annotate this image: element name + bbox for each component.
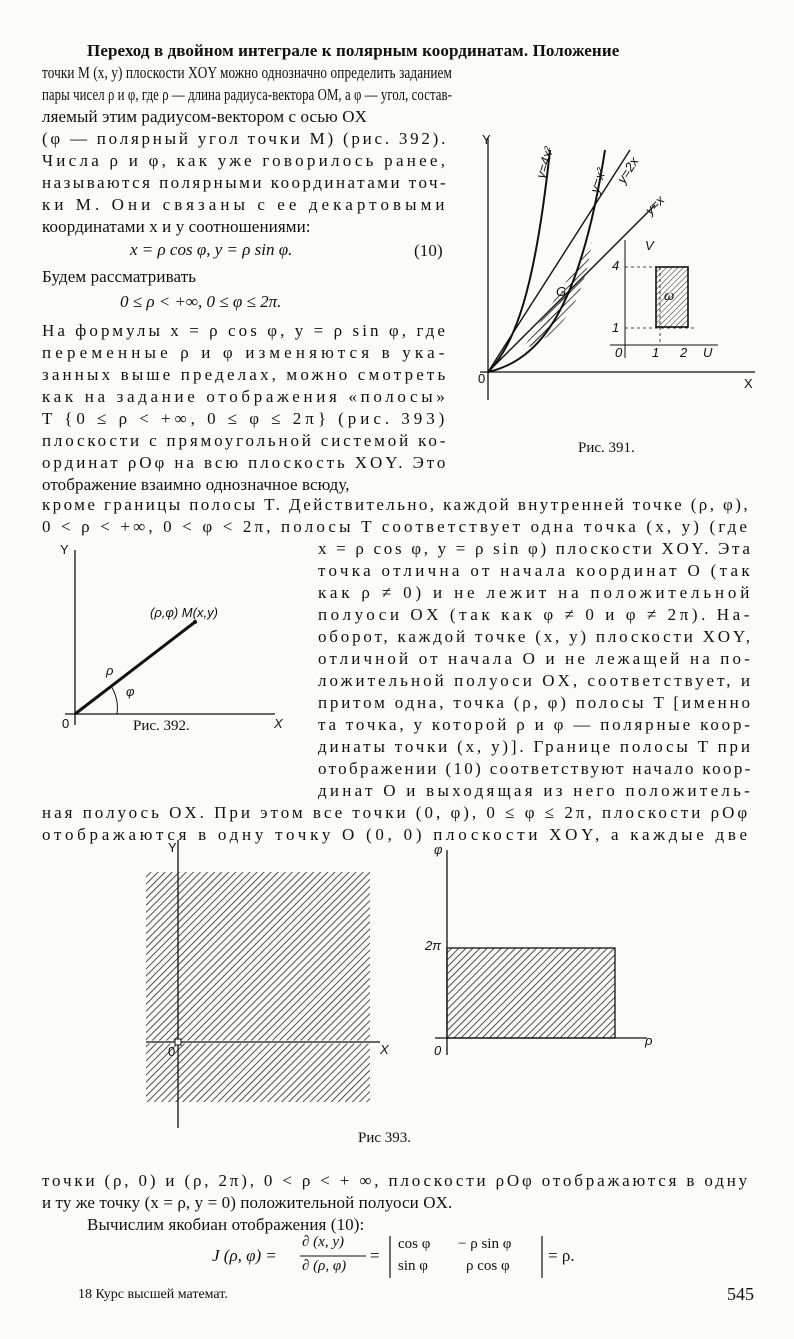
equation-number: (10) — [414, 241, 443, 260]
origin-label: 0 — [168, 1044, 176, 1059]
text-line: T {0 ≤ ρ < +∞, 0 ≤ φ ≤ 2π} (рис. 393) — [42, 409, 449, 428]
text-line: точки (ρ, 0) и (ρ, 2π), 0 < ρ < + ∞, плоскости ρOφ отображаются в одну — [42, 1171, 750, 1190]
text-line: 0 < ρ < +∞, 0 < φ < 2π, полосы T соответствует одна точка (x, y) (где — [42, 517, 751, 536]
text-line: та точка, у которой ρ и φ — полярные коор- — [318, 715, 753, 734]
figure-caption: Рис 393. — [358, 1130, 412, 1146]
figure-caption: Рис. 391. — [578, 440, 635, 456]
text-line: переменные ρ и φ изменяются в ука- — [42, 343, 449, 362]
figure-393-left-graphic — [140, 840, 400, 1130]
text-line: и ту же точку (x = ρ, y = 0) положительной полуоси OX. — [42, 1193, 453, 1212]
text-line: ная полуось OX. При этом все точки (0, φ), 0 ≤ φ ≤ 2π, плоскости ρOφ — [42, 803, 751, 822]
jacobian-rhs: = ρ. — [548, 1246, 575, 1265]
jacobian-denominator: ∂ (ρ, φ) — [302, 1258, 347, 1274]
figure-392-graphic — [55, 540, 305, 740]
footer-signature: 18 Курс высшей математ. — [78, 1287, 228, 1302]
equals-sign: = — [370, 1246, 380, 1265]
text-line: ординат ρOφ на всю плоскость XOY. Это — [42, 453, 449, 472]
inset-v-label: V — [645, 238, 654, 253]
text-line: занных выше пределах, можно смотреть — [42, 365, 449, 384]
curve-label: y=x² — [587, 166, 609, 195]
text-line: точка отлична от начала координат O (так — [318, 561, 753, 580]
page-number: 545 — [727, 1284, 754, 1304]
phi-label: φ — [126, 684, 135, 699]
region-g-label: G — [556, 284, 567, 299]
figure-caption: Рис. 392. — [133, 718, 190, 734]
text-line: кроме границы полосы T. Действительно, каждой внутренней точке (ρ, φ), — [42, 495, 750, 514]
text-line: координатами x и y соотношениями: — [42, 217, 311, 236]
text-line: как ρ ≠ 0) и не лежит на положительной — [318, 583, 754, 602]
jacobian-numerator: ∂ (x, y) — [302, 1234, 344, 1250]
y-axis-label: Y — [168, 840, 177, 855]
region-omega-label: ω — [664, 288, 675, 303]
inset-tick: 2 — [680, 345, 688, 360]
text-line: Вычислим якобиан отображения (10): — [87, 1215, 365, 1234]
text-line: полуоси OX (так как φ ≠ 0 и φ ≠ 2π). На- — [318, 605, 753, 624]
text-line: динаты точки (x, y)]. Границе полосы T при — [318, 737, 753, 756]
text-line: На формулы x = ρ cos φ, y = ρ sin φ, где — [42, 321, 448, 340]
y-axis-label: Y — [482, 132, 491, 147]
x-axis-label: X — [380, 1042, 389, 1057]
inset-tick: 4 — [612, 258, 620, 273]
inset-tick: 1 — [612, 320, 620, 335]
section-heading: Переход в двойном интеграле к полярным координатам. Положение — [87, 41, 620, 60]
rho-label: ρ — [106, 663, 114, 678]
fraction-bar — [300, 1255, 366, 1257]
y-axis-label: Y — [60, 542, 69, 557]
phi-axis-label: φ — [434, 842, 443, 857]
inset-tick: 1 — [652, 345, 660, 360]
text-line: пары чисел ρ и φ, где ρ — длина радиуса-вектора OM, а φ — угол, состав- — [42, 85, 452, 104]
figure-393-right-graphic — [425, 840, 665, 1070]
text-line: точки M (x, y) плоскости XOY можно однозначно определить заданием — [42, 63, 452, 82]
text-line: Числа ρ и φ, как уже говорилось ранее, — [42, 151, 449, 170]
inset-u-label: U — [703, 345, 713, 360]
equation-10: x = ρ cos φ, y = ρ sin φ. — [130, 240, 293, 259]
origin-label: 0 — [62, 716, 70, 731]
x-axis-label: X — [744, 376, 753, 391]
inequality: 0 ≤ ρ < +∞, 0 ≤ φ ≤ 2π. — [120, 292, 282, 311]
text-line: (φ — полярный угол точки M) (рис. 392). — [42, 129, 449, 148]
tick-2pi: 2π — [425, 938, 441, 953]
text-line: отображение взаимно однозначное всюду, — [42, 475, 350, 494]
matrix-cell: cos φ — [398, 1236, 431, 1252]
matrix-cell: sin φ — [398, 1258, 428, 1274]
text-line: отображении (10) соответствуют начало коор- — [318, 759, 753, 778]
text-line: отличной от начала O и не лежащей на по- — [318, 649, 753, 668]
x-axis-label: X — [274, 716, 283, 731]
text-line: плоскости с прямоугольной системой ко- — [42, 431, 449, 450]
text-line: x = ρ cos φ, y = ρ sin φ) плоскости XOY. Эта — [318, 539, 753, 558]
text-line: отображаются в одну точку O (0, 0) плоскости XOY, а каждые две — [42, 825, 751, 844]
point-m-label: (ρ,φ) M(x,y) — [150, 605, 218, 620]
text-line: ки M. Они связаны с ее декартовыми — [42, 195, 449, 214]
origin-label: 0 — [434, 1043, 442, 1058]
text-line: как на задание отображения «полосы» — [42, 387, 449, 406]
jacobian-lhs: J (ρ, φ) = — [212, 1246, 277, 1265]
text-line: называются полярными координатами точ- — [42, 173, 449, 192]
origin-label: 0 — [478, 371, 486, 386]
text-line: динат O и выходящая из него положитель- — [318, 781, 754, 800]
text-line: Будем рассматривать — [42, 267, 197, 286]
matrix-cell: ρ cos φ — [466, 1258, 510, 1274]
curve-label: y=4x² — [533, 145, 557, 181]
inset-origin: 0 — [615, 345, 623, 360]
curve-label: y=2x — [614, 154, 642, 186]
text-line: притом одна, точка (ρ, φ) полосы T [именно — [318, 693, 753, 712]
text-line: оборот, каждой точке (x, y) плоскости XOY, — [318, 627, 753, 646]
text-line: ложительной полуоси OX, соответствует, и — [318, 671, 753, 690]
text-line: ляемый этим радиусом-вектором с осью OX — [42, 107, 367, 126]
rho-axis-label: ρ — [645, 1033, 653, 1048]
curve-label: y=x — [642, 192, 668, 218]
matrix-cell: − ρ sin φ — [458, 1236, 512, 1252]
